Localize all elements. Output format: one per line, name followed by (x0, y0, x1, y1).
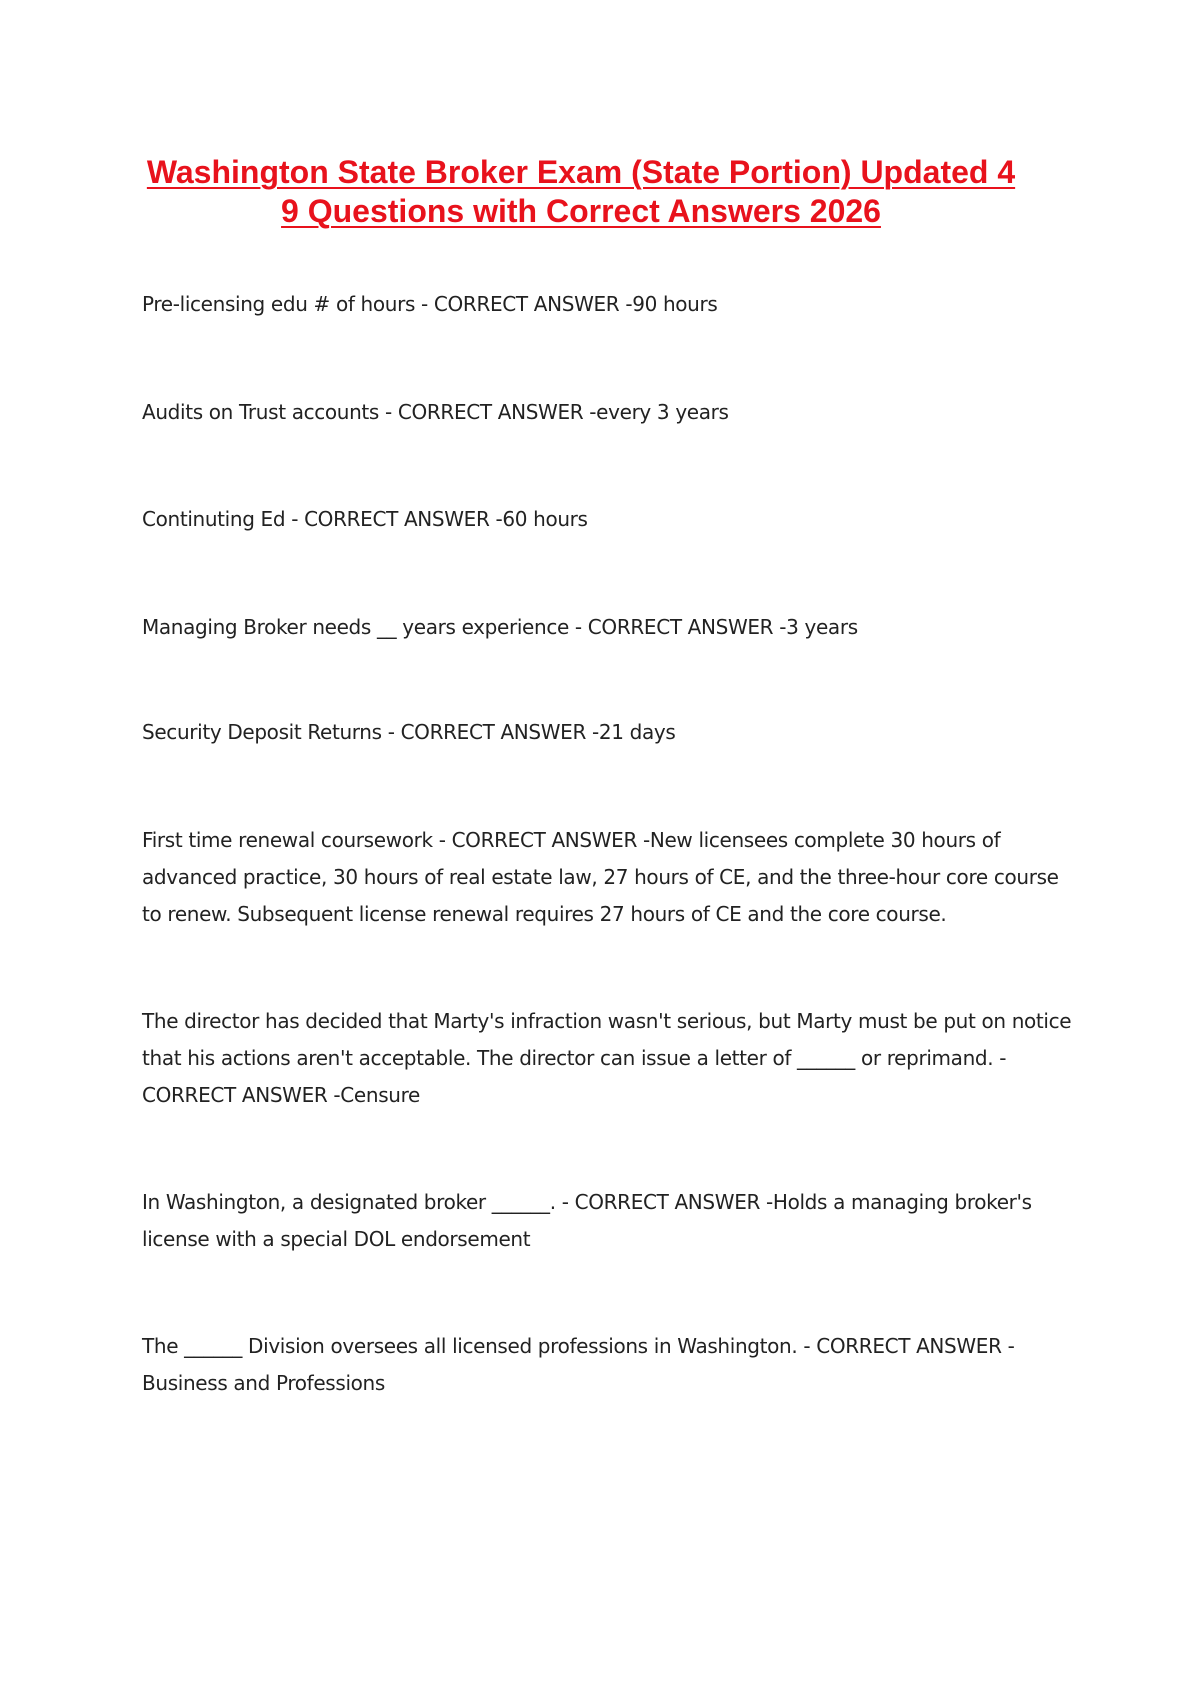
qa-item: First time renewal coursework - CORRECT ANSWER -New licensees complete 30 hours of advanced practice, 30 hours of real estate law, 27 hours of CE, and the three-hour core course to renew. Subsequent license renewal requires 27 hours of CE and the core course. (142, 828, 1059, 926)
qa-item: Audits on Trust accounts - CORRECT ANSWER -every 3 years (142, 400, 729, 424)
document-title (140, 153, 1022, 231)
qa-item: The ______ Division oversees all licensed professions in Washington. - CORRECT ANSWER - Business and Professions (142, 1334, 1015, 1395)
qa-item: Managing Broker needs __ years experience - CORRECT ANSWER -3 years (142, 615, 858, 639)
qa-item: In Washington, a designated broker ______. - CORRECT ANSWER -Holds a managing broker's license with a special DOL endorsement (142, 1190, 1032, 1251)
title-line-1: Washington State Broker Exam (State Portion) Updated 4 (146, 154, 1016, 190)
qa-item: Pre-licensing edu # of hours - CORRECT ANSWER -90 hours (142, 292, 718, 316)
title-line-2: 9 Questions with Correct Answers 2026 (281, 193, 881, 229)
qa-item: Security Deposit Returns - CORRECT ANSWER -21 days (142, 720, 676, 744)
qa-item: Continuting Ed - CORRECT ANSWER -60 hours (142, 507, 588, 531)
qa-item: The director has decided that Marty's infraction wasn't serious, but Marty must be put on notice that his actions aren't acceptable. The director can issue a letter of ______ or reprimand. - CORRECT ANSWER -Censure (142, 1009, 1072, 1107)
